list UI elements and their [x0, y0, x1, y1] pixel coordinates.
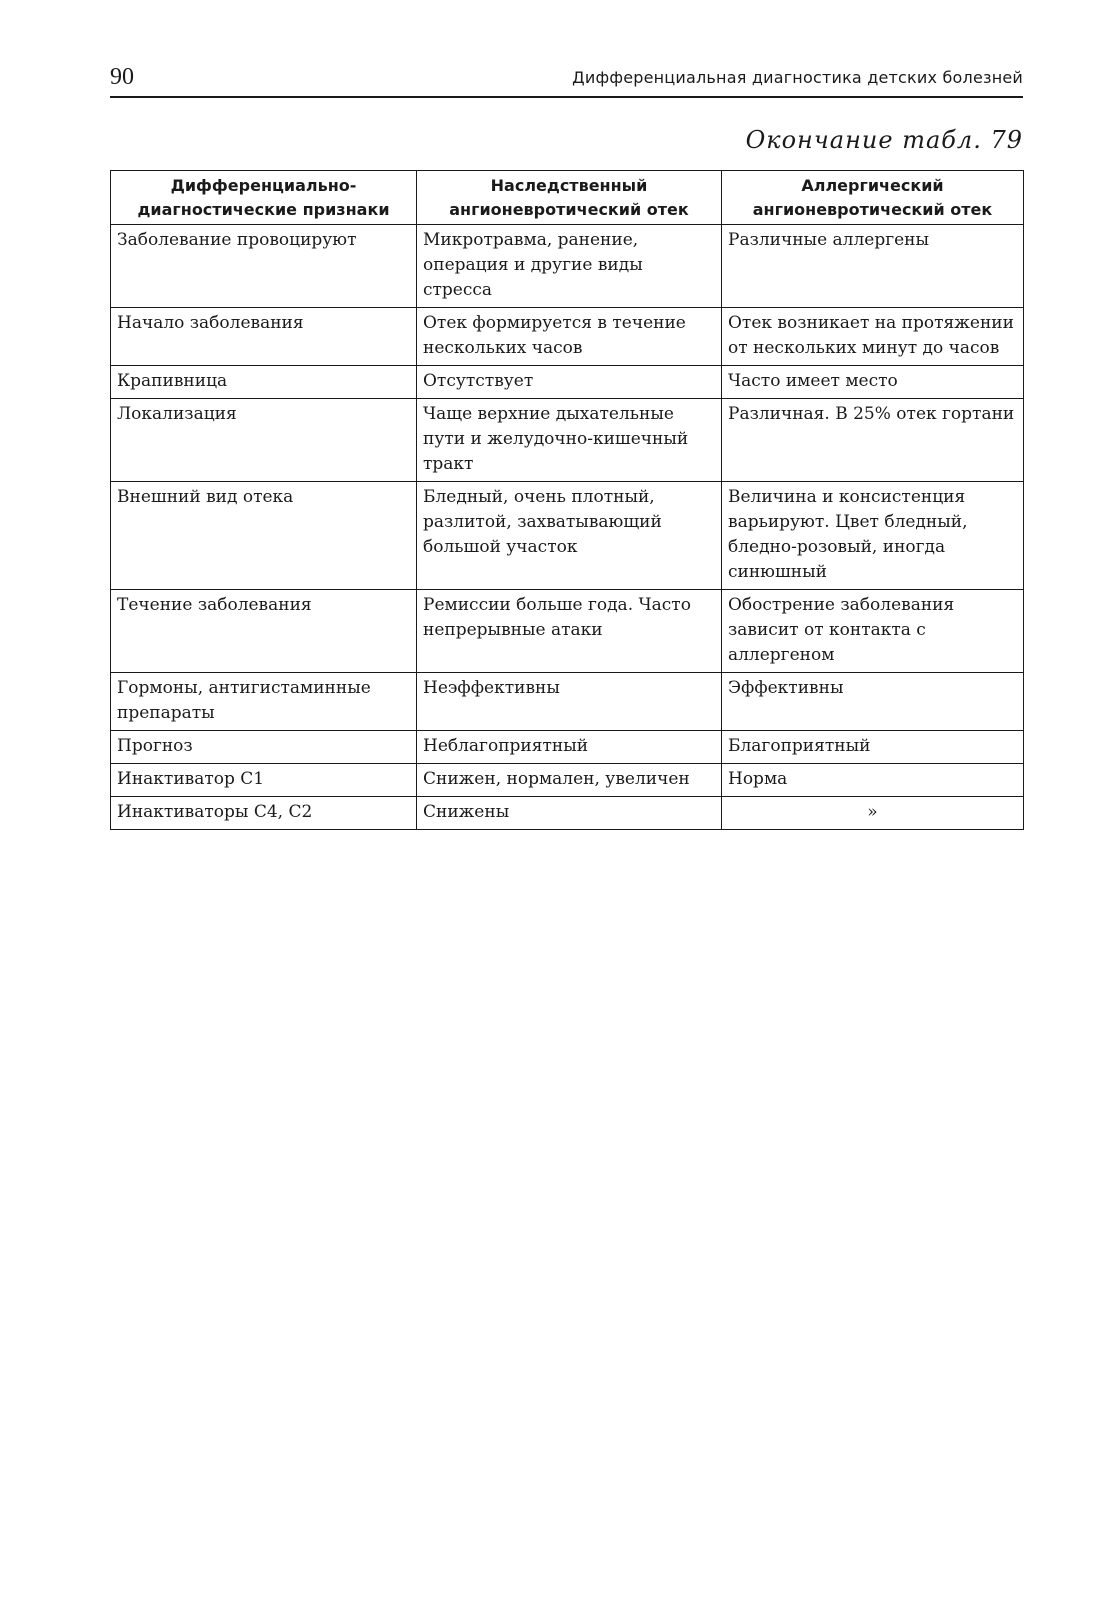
table-cell: Различная. В 25% отек гортани: [722, 399, 1024, 482]
table-cell: Обострение заболевания зависит от контакта с аллергеном: [722, 590, 1024, 673]
table-cell: Величина и консистенция варьируют. Цвет бледный, бледно-розовый, иногда синюшный: [722, 482, 1024, 590]
table-cell: Инактиваторы C4, C2: [111, 797, 417, 830]
ditto-mark: »: [722, 797, 1024, 830]
table-row: [111, 225, 1024, 308]
table-caption: Окончание табл. 79: [745, 126, 1023, 154]
table-cell: Инактиватор C1: [111, 764, 417, 797]
table-cell: Различные аллергены: [722, 225, 1024, 308]
table-cell: Начало заболевания: [111, 308, 417, 366]
table-row: [111, 590, 1024, 673]
table-cell: Снижены: [417, 797, 722, 830]
table-cell: Эффективны: [722, 673, 1024, 731]
table-cell: Микротравма, ранение, операция и другие виды стресса: [417, 225, 722, 308]
table-row: [111, 399, 1024, 482]
table-row: [111, 731, 1024, 764]
table-cell: Отек возникает на протяжении от нескольких минут до часов: [722, 308, 1024, 366]
comparison-table: [110, 170, 1024, 830]
table-cell: Гормоны, антигистаминные препараты: [111, 673, 417, 731]
table-cell: Чаще верхние дыхательные пути и желудочно-кишечный тракт: [417, 399, 722, 482]
table-cell: Крапивница: [111, 366, 417, 399]
table-cell: Заболевание провоцируют: [111, 225, 417, 308]
table-cell: Неблагоприятный: [417, 731, 722, 764]
table-cell: Внешний вид отека: [111, 482, 417, 590]
page-number: 90: [110, 64, 134, 90]
table-cell: Течение заболевания: [111, 590, 417, 673]
table-cell: Бледный, очень плотный, разлитой, захватывающий большой участок: [417, 482, 722, 590]
column-header-signs: Дифференциально-диагностические признаки: [111, 171, 417, 225]
page-header: [110, 62, 1023, 98]
table-cell: Отек формируется в течение нескольких часов: [417, 308, 722, 366]
table-cell: Снижен, нормален, увеличен: [417, 764, 722, 797]
table-cell: Ремиссии больше года. Часто непрерывные атаки: [417, 590, 722, 673]
table-cell: Часто имеет место: [722, 366, 1024, 399]
table-row: [111, 764, 1024, 797]
column-header-hereditary: Наследственный ангионевротический отек: [417, 171, 722, 225]
running-title: Дифференциальная диагностика детских болезней: [572, 68, 1023, 87]
table-cell: Неэффективны: [417, 673, 722, 731]
table-cell: Отсутствует: [417, 366, 722, 399]
table-cell: Локализация: [111, 399, 417, 482]
table-cell: Норма: [722, 764, 1024, 797]
table-row: [111, 482, 1024, 590]
table-header-row: [111, 171, 1024, 225]
column-header-allergic: Аллергический ангионевротический отек: [722, 171, 1024, 225]
table-cell: Прогноз: [111, 731, 417, 764]
table-cell: Благоприятный: [722, 731, 1024, 764]
table-row: [111, 673, 1024, 731]
table-row: [111, 308, 1024, 366]
table-row: [111, 797, 1024, 830]
table-row: [111, 366, 1024, 399]
